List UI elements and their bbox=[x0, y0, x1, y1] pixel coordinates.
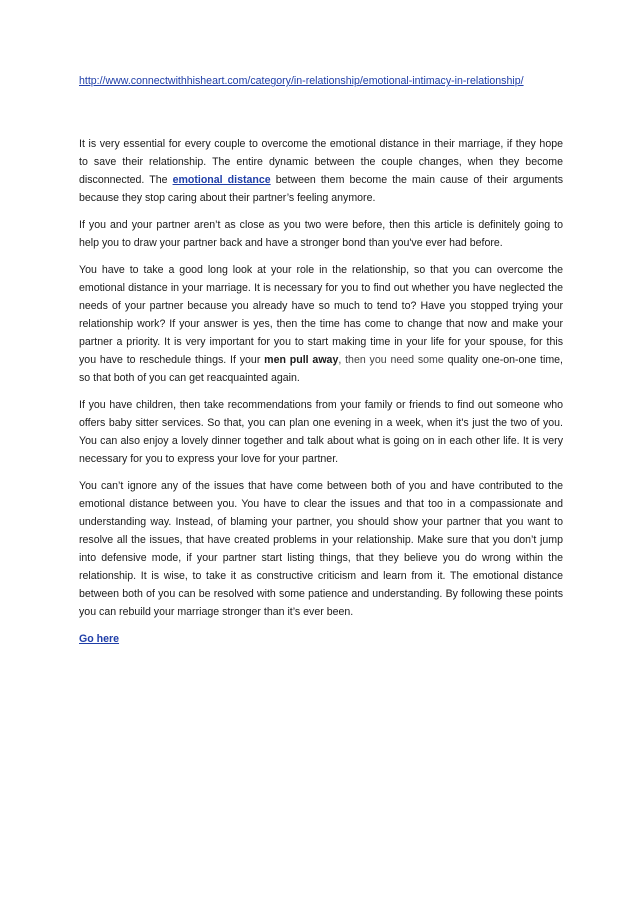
emotional-distance-link[interactable]: emotional distance bbox=[172, 174, 271, 186]
paragraph-3-text-before: You have to take a good long look at your role in the relationship, so that you can overcome the emotional distance in your marriage. It is necessary for you to find out whether you have neglected the needs of your partner because you already have so much to tend to? Have you stopped trying your relationship work? If your answer is yes, then the time has come to change that now and make your partner a priority. It is very important for you to start making time in your life for your spouse, for this you have to reschedule things. If your bbox=[79, 264, 563, 366]
source-url-link[interactable]: http://www.connectwithhisheart.com/category/in-relationship/emotional-intimacy-in-relationship/ bbox=[79, 75, 524, 87]
paragraph-4: If you have children, then take recommendations from your family or friends to find out someone who offers baby sitter services. So that, you can plan one evening in a week, when it's just the two of you. You can also enjoy a lovely dinner together and talk about what is going on in each other life. It is very necessary for you to express your love for your partner. bbox=[79, 399, 563, 465]
paragraph-3 bbox=[79, 261, 563, 387]
paragraph-3-text-after: quality one-on-one time, so that both of you can get reacquainted again. bbox=[79, 354, 563, 384]
document-page bbox=[79, 72, 563, 657]
paragraph-5: You can’t ignore any of the issues that have come between both of you and have contributed to the emotional distance between you. You have to clear the issues and that too in a compassionate and understanding way. Instead, of blaming your partner, you should show your partner that you want to resolve all the issues, that have created problems in your relationship. Make sure that you don’t jump into defensive mode, if your partner start listing things, that they believe you do wrong within the relationship. It is wise, to take it as constructive criticism and learn from it. The emotional distance between both of you can be resolved with some patience and understanding. By following these points you can rebuild your marriage stronger than it’s ever been. bbox=[79, 480, 563, 618]
paragraph-3-text-middle: , then you need some bbox=[338, 354, 444, 366]
paragraph-1-text-before: It is very essential for every couple to overcome the emotional distance in their marriage, if they hope to save their relationship. The entire dynamic between the couple changes, when they become disconnected. The bbox=[79, 138, 563, 186]
paragraph-2: If you and your partner aren’t as close as you two were before, then this article is definitely going to help you to draw your partner back and have a stronger bond than you've ever had before. bbox=[79, 219, 563, 249]
go-here-link[interactable]: Go here bbox=[79, 633, 120, 645]
men-pull-away-bold: men pull away bbox=[264, 354, 339, 366]
paragraph-1 bbox=[79, 135, 563, 207]
footer-link-paragraph bbox=[79, 630, 563, 648]
paragraph-1-text-after: between them become the main cause of their arguments because they stop caring about their partner’s feeling anymore. bbox=[79, 174, 563, 204]
source-url-block bbox=[79, 72, 563, 90]
